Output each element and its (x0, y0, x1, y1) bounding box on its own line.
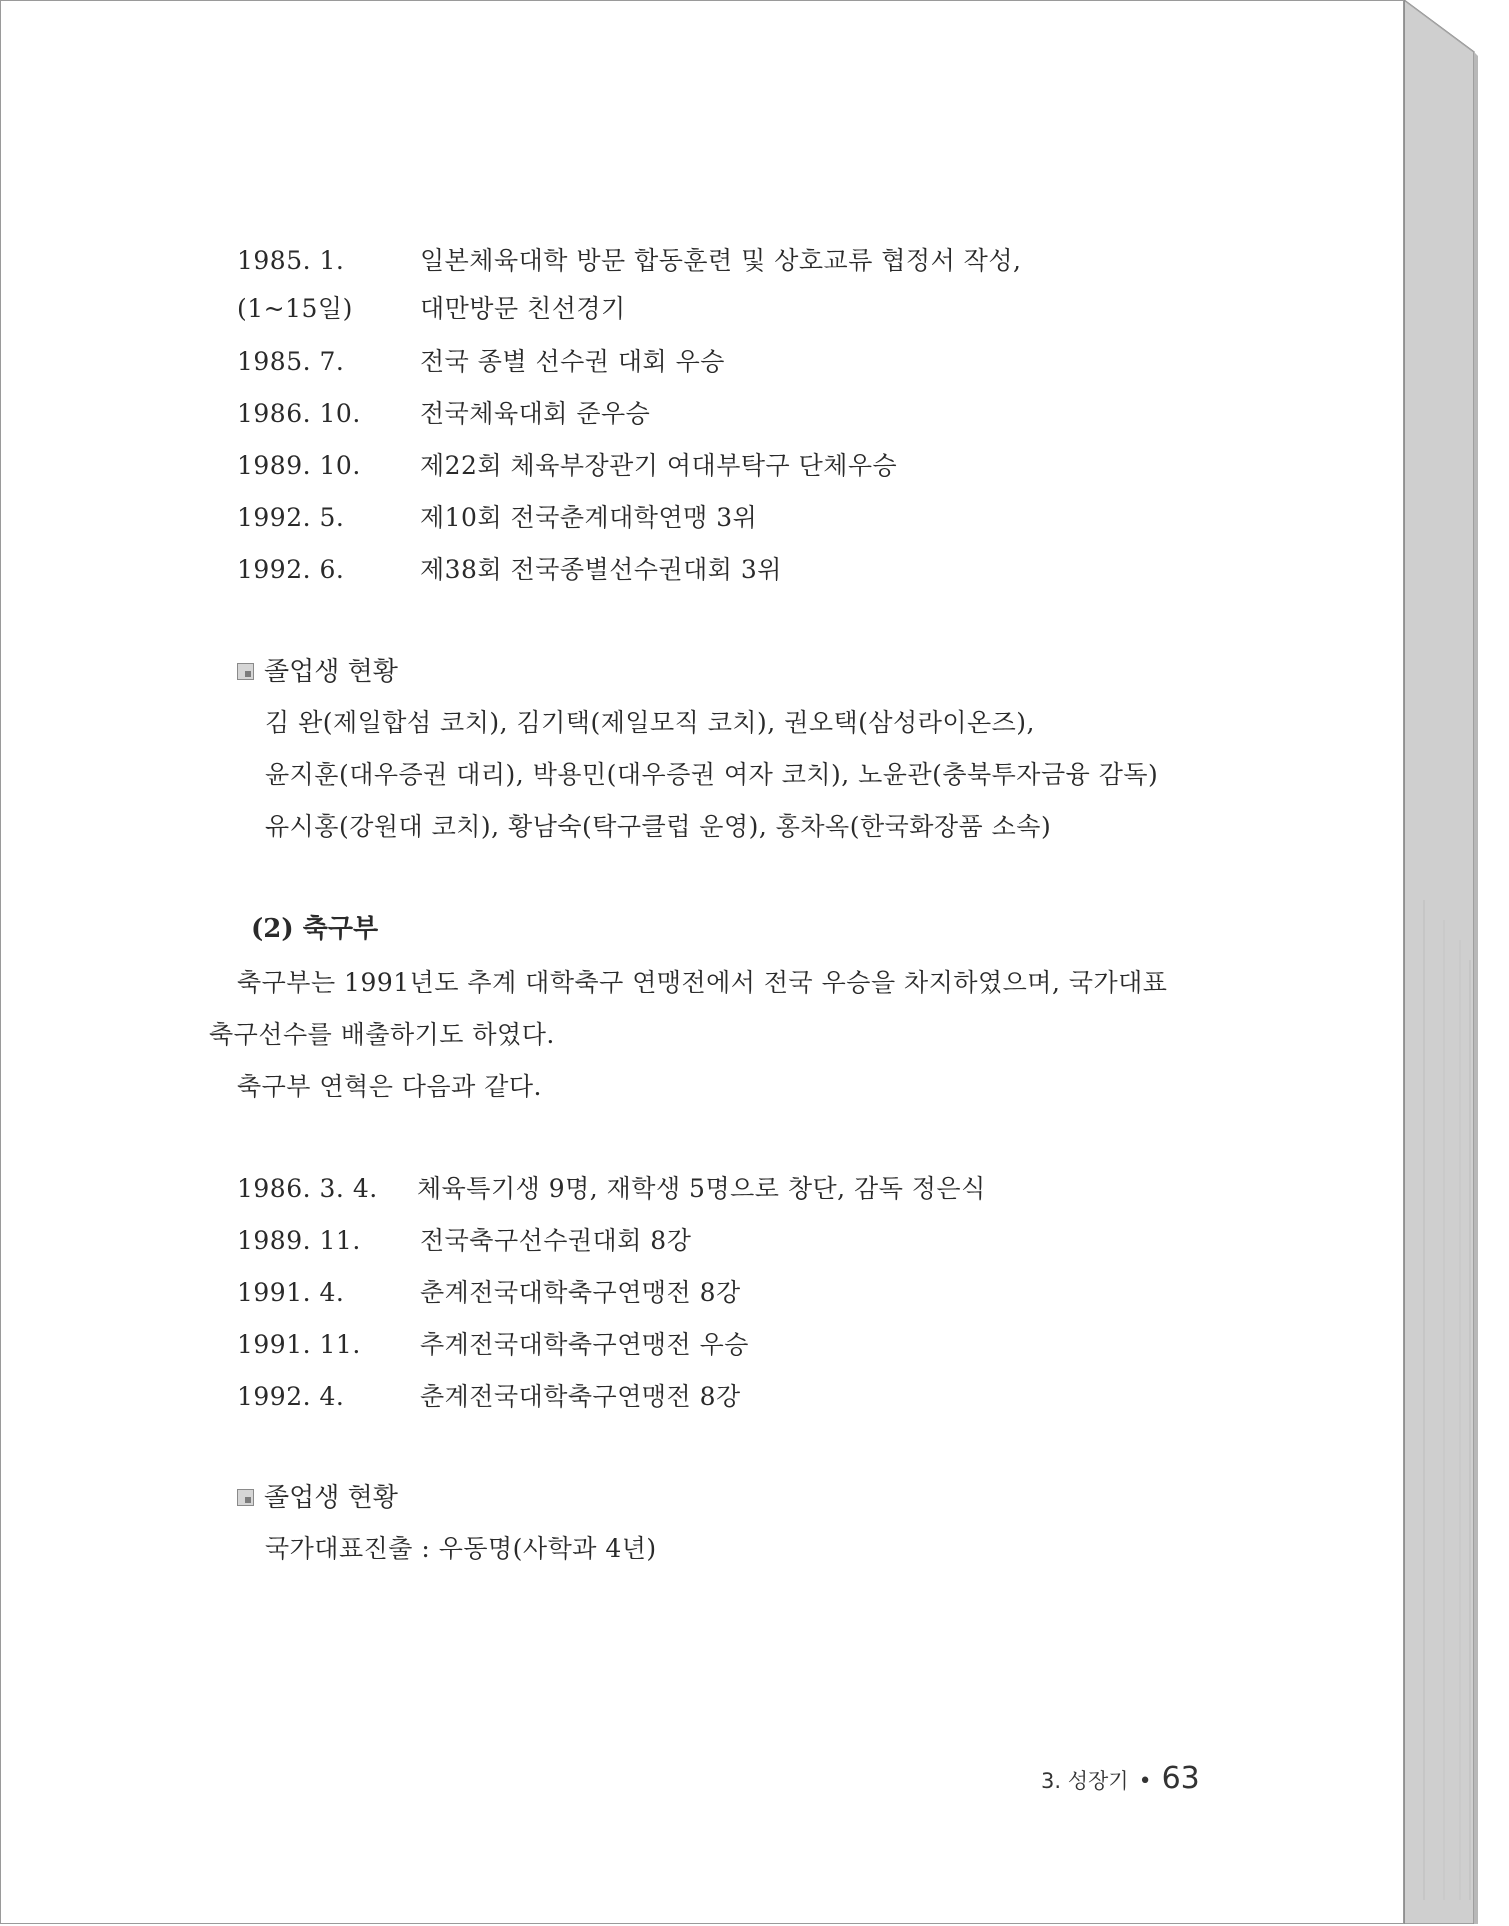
history-text: 춘계전국대학축구연맹전 8강 (420, 1382, 741, 1411)
soccer-intro-line: 축구선수를 배출하기도 하였다. (209, 1020, 555, 1049)
history-date: (1~15일) (237, 294, 353, 323)
history-text: 전국체육대회 준우승 (420, 399, 651, 428)
graduates-heading-label: 졸업생 현황 (264, 657, 398, 687)
history-date: 1991. 4. (237, 1278, 345, 1307)
history-text: 제10회 전국춘계대학연맹 3위 (420, 503, 758, 532)
graduates-heading (237, 656, 398, 688)
history-date: 1989. 11. (237, 1226, 361, 1255)
history-date: 1986. 3. 4. (237, 1174, 378, 1203)
chapter-title: 3. 성장기 (1041, 1769, 1129, 1793)
history-date: 1992. 4. (237, 1382, 345, 1411)
graduates-line: 유시홍(강원대 코치), 황남숙(탁구클럽 운영), 홍차옥(한국화장품 소속) (265, 812, 1052, 841)
graduates-line: 김 완(제일합섬 코치), 김기택(제일모직 코치), 권오택(삼성라이온즈), (265, 708, 1035, 737)
graduates-line: 윤지훈(대우증권 대리), 박용민(대우증권 여자 코치), 노윤관(충북투자금융 감독) (265, 760, 1159, 789)
graduates-heading (237, 1482, 398, 1514)
graduates-line: 국가대표진출 : 우동명(사학과 4년) (265, 1534, 657, 1563)
book-page-edge (1404, 0, 1506, 1924)
page-number: 63 (1161, 1761, 1200, 1796)
history-text: 추계전국대학축구연맹전 우승 (420, 1330, 749, 1359)
history-date: 1989. 10. (237, 451, 361, 480)
soccer-intro-line: 축구부는 1991년도 추계 대학축구 연맹전에서 전국 우승을 차지하였으며, 국가대표 (237, 968, 1168, 997)
history-text: 제38회 전국종별선수권대회 3위 (420, 555, 782, 584)
soccer-heading: (2) 축구부 (251, 914, 379, 944)
history-text: 전국 종별 선수권 대회 우승 (420, 347, 725, 376)
history-date: 1985. 1. (237, 246, 345, 275)
history-text: 대만방문 친선경기 (420, 294, 626, 323)
history-text: 전국축구선수권대회 8강 (420, 1226, 692, 1255)
soccer-intro-line: 축구부 연혁은 다음과 같다. (237, 1072, 542, 1101)
history-date: 1986. 10. (237, 399, 361, 428)
history-date: 1992. 5. (237, 503, 345, 532)
history-text: 일본체육대학 방문 합동훈련 및 상호교류 협정서 작성, (420, 246, 1022, 275)
footer-separator: • (1138, 1769, 1152, 1794)
history-date: 1991. 11. (237, 1330, 361, 1359)
page-footer (1041, 1761, 1200, 1796)
square-bullet-icon (237, 663, 254, 680)
history-text: 춘계전국대학축구연맹전 8강 (420, 1278, 741, 1307)
graduates-heading-label: 졸업생 현황 (264, 1483, 398, 1513)
history-text: 제22회 체육부장관기 여대부탁구 단체우승 (420, 451, 898, 480)
history-text: 체육특기생 9명, 재학생 5명으로 창단, 감독 정은식 (417, 1174, 986, 1203)
history-date: 1992. 6. (237, 555, 345, 584)
history-date: 1985. 7. (237, 347, 345, 376)
square-bullet-icon (237, 1489, 254, 1506)
